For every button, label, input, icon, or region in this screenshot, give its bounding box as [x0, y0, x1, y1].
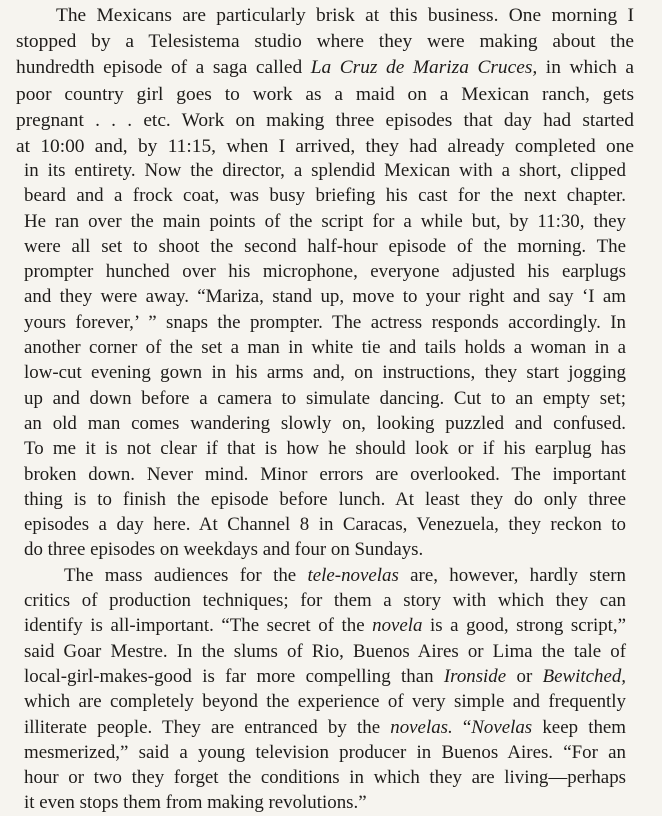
text-line: pregnant . . . etc. Work on making three episodes that day had started [16, 109, 634, 131]
paragraph-mass-audiences [24, 563, 626, 816]
paragraph-mexicans-intro [0, 3, 634, 160]
text-line: said Goar Mestre. In the slums of Rio, Buenos Aires or Lima the tale of [24, 640, 626, 662]
paragraph-studio-scene [24, 158, 626, 563]
text-line: another corner of the set a man in white tie and tails holds a woman in a [24, 337, 626, 359]
text-line: He ran over the main points of the script for a while but, by 11:30, they [24, 210, 626, 232]
text-line: To me it is not clear if that is how he should look or if his earplug has [24, 438, 626, 460]
text-line: were all set to shoot the second half-hour episode of the morning. The [24, 235, 626, 257]
text-line: which are completely beyond the experience of very simple and frequently [24, 691, 626, 713]
text-line: mesmerized,” said a young television producer in Buenos Aires. “For an [24, 741, 626, 763]
text-line: do three episodes on weekdays and four on Sundays. [24, 539, 424, 561]
text-line: an old man comes wandering slowly on, looking puzzled and confused. [24, 412, 626, 434]
text-line: poor country girl goes to work as a maid on a Mexican ranch, gets [16, 83, 634, 105]
text-line: yours forever,’ ” snaps the prompter. The actress responds accordingly. In [24, 311, 626, 333]
text-line: thing is to finish the episode before lunch. At least they do only three [24, 488, 626, 510]
text-line: The Mexicans are particularly brisk at this business. One morning I [56, 5, 634, 26]
text-line: up and down before a camera to simulate dancing. Cut to an empty set; [24, 387, 626, 409]
text-line: broken down. Never mind. Minor errors are overlooked. The important [24, 463, 626, 485]
text-line: critics of production techniques; for them a story with which they can [24, 590, 626, 612]
text-column-continued [24, 158, 626, 816]
text-line: stopped by a Telesistema studio where they were making about the [16, 31, 634, 53]
text-line: illiterate people. They are entranced by the novelas. “Novelas keep them [24, 716, 626, 738]
text-line: prompter hunched over his microphone, everyone adjusted his earplugs [24, 261, 626, 283]
text-line: identify is all-important. “The secret of the novela is a good, strong script,” [24, 615, 626, 637]
text-line: The mass audiences for the tele-novelas are, however, hardly stern [64, 564, 626, 586]
text-line: beard and a frock coat, was busy briefing his cast for the next chapter. [24, 185, 626, 207]
text-line: episodes a day here. At Channel 8 in Caracas, Venezuela, they reckon to [24, 514, 626, 536]
text-line: it even stops them from making revolutions.” [24, 792, 367, 814]
text-line: hundredth episode of a saga called La Cruz de Mariza Cruces, in which a [16, 57, 634, 79]
text-line: low-cut evening gown in his arms and, on instructions, they start jogging [24, 362, 626, 384]
text-line: in its entirety. Now the director, a splendid Mexican with a short, clipped [24, 160, 626, 181]
text-line: and they were away. “Mariza, stand up, move to your right and say ‘I am [24, 286, 626, 308]
text-line: local-girl-makes-good is far more compelling than Ironside or Bewitched, [24, 665, 626, 687]
text-line: at 10:00 and, by 11:15, when I arrived, they had already completed one [16, 136, 634, 158]
text-line: hour or two they forget the conditions in which they are living—perhaps [24, 767, 626, 789]
